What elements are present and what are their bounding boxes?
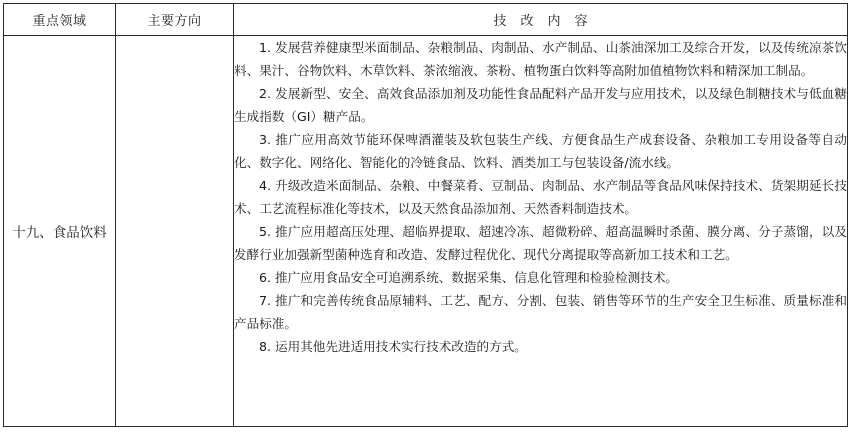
table-row [4, 36, 848, 427]
content-item-8: 8. 运用其他先进适用技术实行技术改造的方式。 [259, 339, 527, 354]
content-cell [234, 36, 848, 427]
tech-upgrade-table [3, 3, 848, 427]
domain-cell: 十九、食品饮料 [4, 36, 116, 427]
content-item-2: 2. 发展新型、安全、高效食品添加剂及功能性食品配料产品开发与应用技术，以及绿色制糖技术与低血糖生成指数（GI）糖产品。 [234, 86, 847, 124]
table-body [4, 36, 848, 427]
header-domain: 重点领域 [4, 4, 116, 36]
content-item-6: 6. 推广应用食品安全可追溯系统、数据采集、信息化管理和检验检测技术。 [259, 270, 679, 285]
table-header [4, 4, 848, 36]
header-row [4, 4, 848, 36]
content-item-3: 3. 推广应用高效节能环保啤酒灌装及软包装生产线、方便食品生产成套设备、杂粮加工专用设备等自动化、数字化、网络化、智能化的冷链食品、饮料、酒类加工与包装设备/流水线。 [234, 132, 847, 170]
content-item-1: 1. 发展营养健康型米面制品、杂粮制品、肉制品、水产制品、山茶油深加工及综合开发，以及传统凉茶饮料、果汁、谷物饮料、木草饮料、茶浓缩液、茶粉、植物蛋白饮料等高附加值植物饮料和精深加工制品。 [234, 40, 847, 78]
direction-cell [116, 36, 234, 427]
header-content: 技改内容 [234, 4, 848, 36]
header-direction: 主要方向 [116, 4, 234, 36]
content-item-4: 4. 升级改造米面制品、杂粮、中餐菜肴、豆制品、肉制品、水产制品等食品风味保持技术、货架期延长技术、工艺流程标准化等技术，以及天然食品添加剂、天然香料制造技术。 [234, 178, 847, 216]
content-item-7: 7. 推广和完善传统食品原辅料、工艺、配方、分割、包装、销售等环节的生产安全卫生标准、质量标准和产品标准。 [234, 293, 847, 331]
content-item-5: 5. 推广应用超高压处理、超临界提取、超速冷冻、超微粉碎、超高温瞬时杀菌、膜分离、分子蒸馏，以及发酵行业加强新型菌种选育和改造、发酵过程优化、现代分离提取等高新加工技术和工艺。 [234, 224, 847, 262]
